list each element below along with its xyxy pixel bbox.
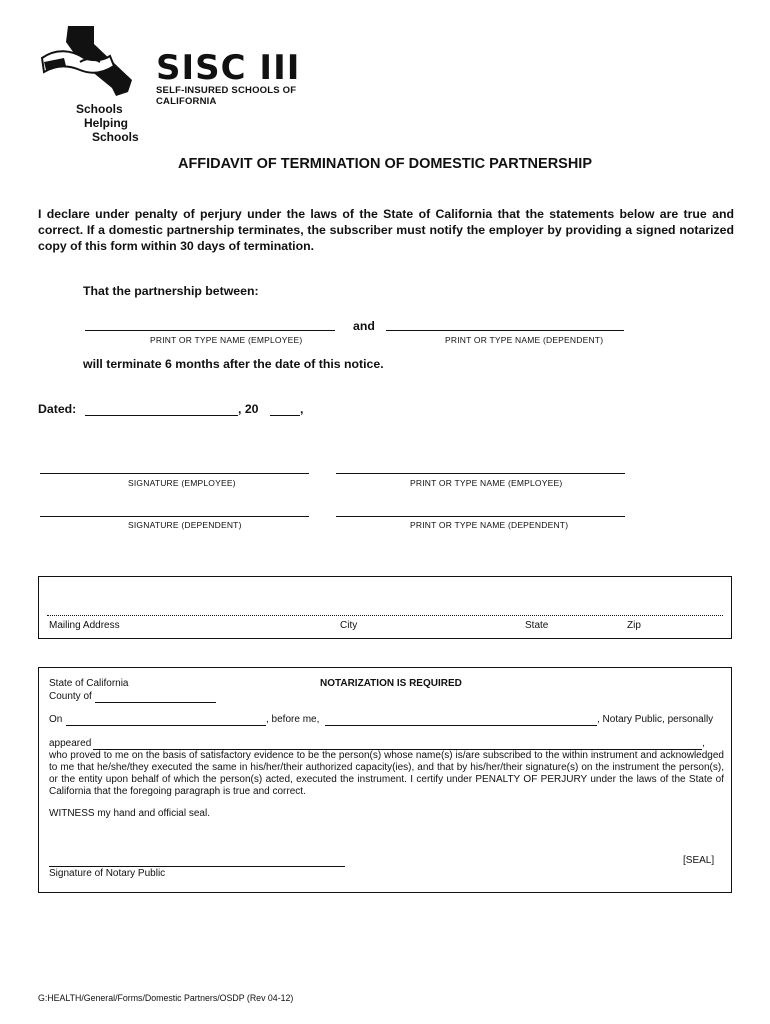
notary-signature-field[interactable]	[49, 866, 345, 867]
appeared-label: appeared	[49, 738, 92, 749]
notary-date-field[interactable]	[66, 725, 266, 726]
notary-public-label: , Notary Public, personally	[597, 714, 714, 725]
appeared-comma: ,	[702, 738, 705, 749]
tagline-line: Schools	[92, 130, 139, 144]
before-me-label: , before me,	[266, 714, 320, 725]
footer-path: G:HEALTH/General/Forms/Domestic Partners/OSDP (Rev 04-12)	[38, 993, 294, 1003]
page-title: AFFIDAVIT OF TERMINATION OF DOMESTIC PARTNERSHIP	[177, 156, 593, 172]
notary-name-field[interactable]	[325, 725, 597, 726]
tagline-line: Schools	[76, 102, 123, 116]
dependent-print-field[interactable]	[336, 516, 625, 517]
city-label: City	[340, 620, 358, 631]
employee-signature-label: SIGNATURE (EMPLOYEE)	[128, 478, 236, 488]
logo-title: SISC III	[156, 48, 301, 88]
dependent-signature-label: SIGNATURE (DEPENDENT)	[128, 520, 242, 530]
year-prefix: , 20	[238, 402, 259, 416]
notary-box	[38, 667, 732, 893]
address-field[interactable]	[47, 615, 723, 616]
dependent-name-label: PRINT OR TYPE NAME (DEPENDENT)	[445, 335, 604, 345]
witness-text: WITNESS my hand and official seal.	[49, 808, 210, 819]
mailing-address-label: Mailing Address	[49, 620, 120, 631]
terminate-text: will terminate 6 months after the date of this notice.	[83, 357, 384, 371]
notary-state: State of California	[49, 678, 129, 689]
year-field[interactable]	[270, 415, 300, 416]
dependent-print-label: PRINT OR TYPE NAME (DEPENDENT)	[410, 520, 569, 530]
notary-paragraph: who proved to me on the basis of satisfactory evidence to be the person(s) whose name(s) is/are subscribed to the within instrument and acknowledged to me that he/she/they executed the same in his/her/their authorized capacity(ies), and that by his/her/their signature(s) on the instrument the person(s), or the entity upon behalf of which the person(s) acted, executed the instrument. I certify under PENALTY OF PERJURY under the laws of the State of California that the foregoing paragraph is true and correct.	[49, 750, 724, 797]
partnership-intro: That the partnership between:	[83, 284, 259, 298]
employee-print-label: PRINT OR TYPE NAME (EMPLOYEE)	[410, 478, 563, 488]
notary-signature-label: Signature of Notary Public	[49, 868, 166, 879]
notarization-required: NOTARIZATION IS REQUIRED	[320, 678, 462, 689]
zip-label: Zip	[627, 620, 641, 631]
state-label: State	[525, 620, 549, 631]
employee-name-field[interactable]	[85, 330, 335, 331]
county-field[interactable]	[95, 702, 216, 703]
date-field[interactable]	[85, 415, 238, 416]
sisc-logo	[36, 22, 306, 144]
california-handshake-icon	[36, 22, 136, 102]
and-label: and	[353, 319, 375, 333]
dependent-name-field[interactable]	[386, 330, 624, 331]
seal-label: [SEAL]	[683, 855, 715, 866]
employee-signature-field[interactable]	[40, 473, 309, 474]
on-label: On	[49, 714, 63, 725]
address-box	[38, 576, 732, 639]
dated-label: Dated:	[38, 402, 77, 416]
dependent-signature-field[interactable]	[40, 516, 309, 517]
logo-subtitle: SELF-INSURED SCHOOLS OF CALIFORNIA	[156, 85, 297, 107]
employee-print-field[interactable]	[336, 473, 625, 474]
declaration-text: I declare under penalty of perjury under the laws of the State of California that the statements below are true and correct. If a domestic partnership terminates, the subscriber must notify the employer by providing a signed notarized copy of this form within 30 days of termination.	[38, 207, 734, 253]
tagline-line: Helping	[84, 116, 128, 130]
county-label: County of	[49, 691, 92, 702]
employee-name-label: PRINT OR TYPE NAME (EMPLOYEE)	[150, 335, 303, 345]
logo-tagline	[76, 102, 139, 144]
dated-suffix: ,	[300, 402, 304, 416]
